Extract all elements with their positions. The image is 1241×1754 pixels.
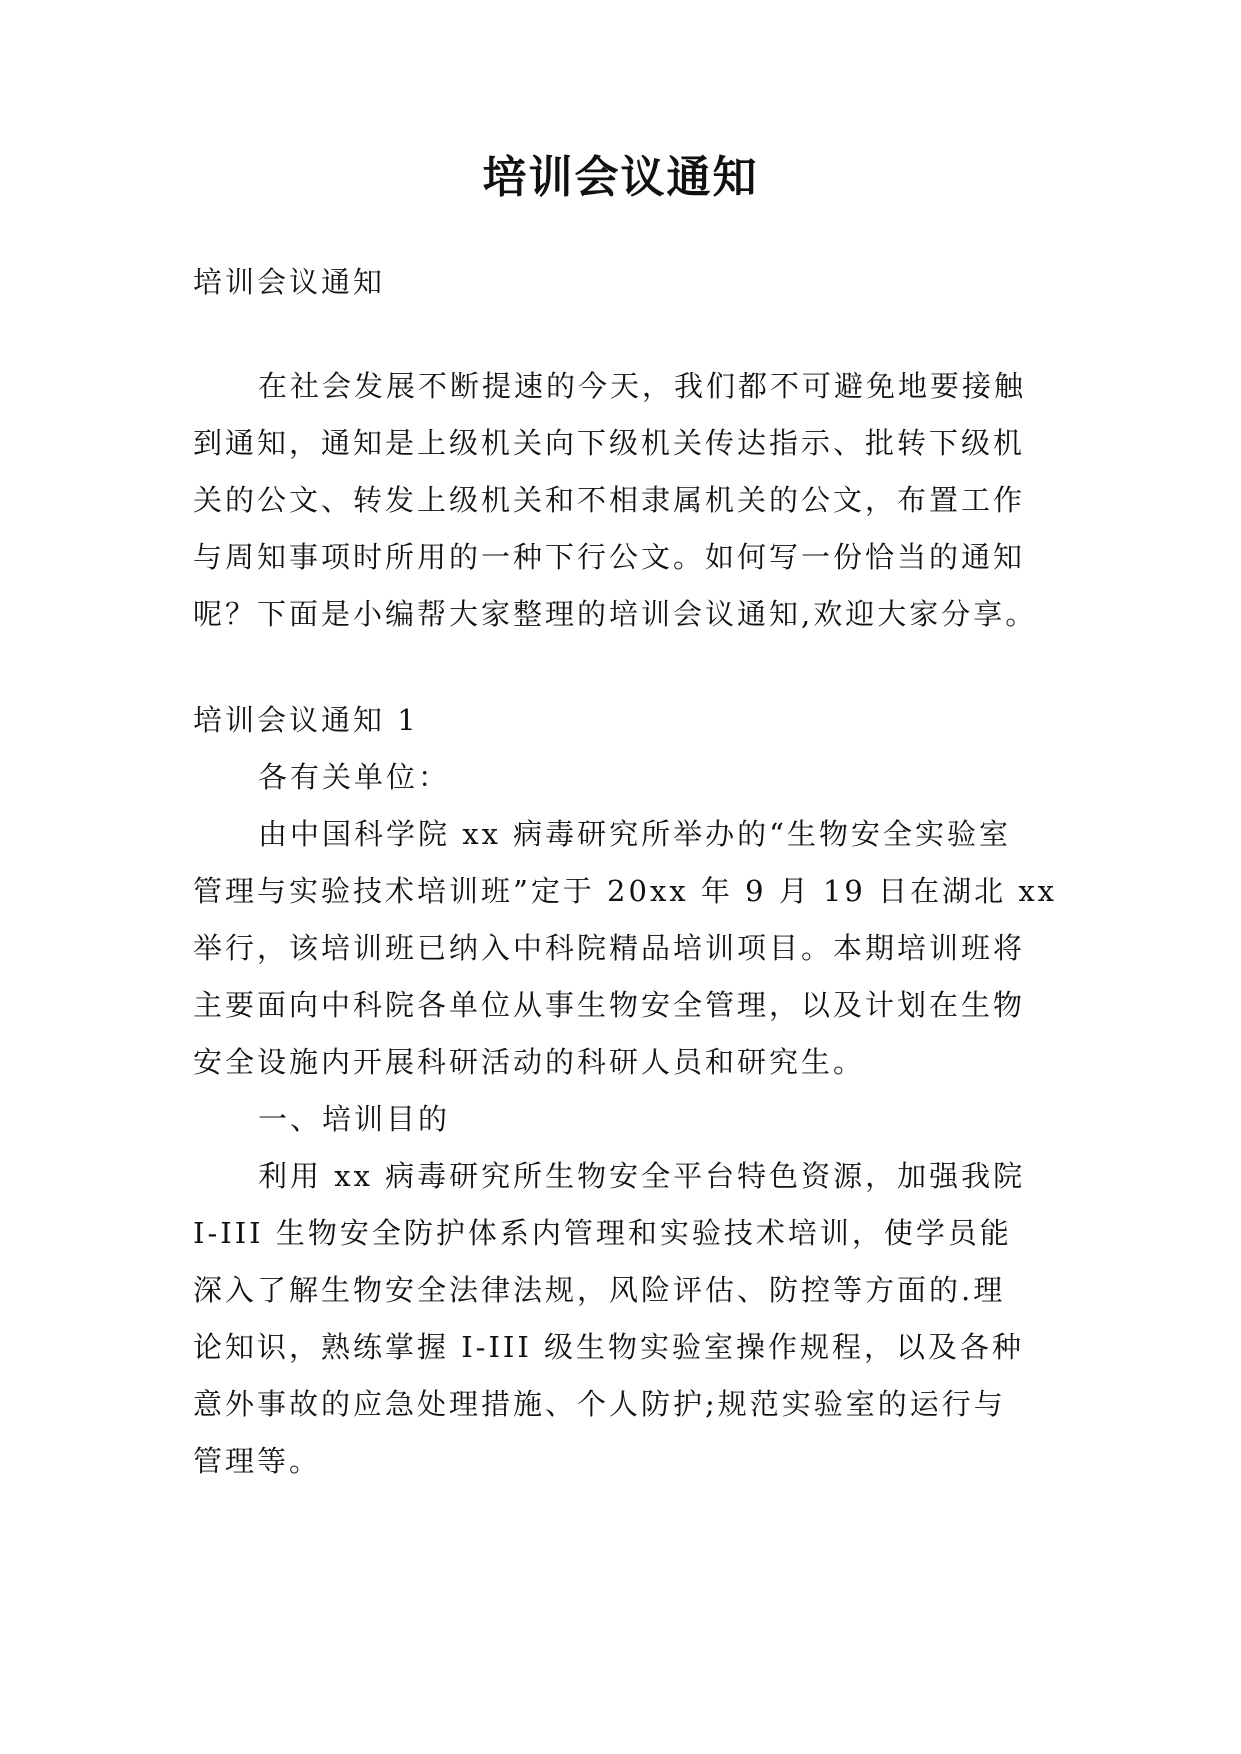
- paragraph-line: 论知识，熟练掌握 I-III 级生物实验室操作规程，以及各种: [193, 1330, 1025, 1364]
- section-title: 培训会议通知 1: [193, 703, 419, 737]
- section-heading: 一、培训目的: [258, 1102, 451, 1136]
- document-subtitle: 培训会议通知: [193, 265, 386, 299]
- intro-line: 呢？下面是小编帮大家整理的培训会议通知,欢迎大家分享。: [193, 597, 1038, 631]
- paragraph-line: 主要面向中科院各单位从事生物安全管理，以及计划在生物: [193, 988, 1026, 1022]
- intro-line: 与周知事项时所用的一种下行公文。如何写一份恰当的通知: [193, 540, 1026, 574]
- paragraph-line: 意外事故的应急处理措施、个人防护;规范实验室的运行与: [193, 1387, 1006, 1421]
- intro-line: 关的公文、转发上级机关和不相隶属机关的公文，布置工作: [193, 483, 1026, 517]
- paragraph-line: 深入了解生物安全法律法规，风险评估、防控等方面的.理: [193, 1273, 1006, 1307]
- document-title: 培训会议通知: [482, 152, 759, 203]
- paragraph-line: 利用 xx 病毒研究所生物安全平台特色资源，加强我院: [258, 1159, 1026, 1193]
- paragraph-line: 管理等。: [193, 1444, 322, 1478]
- salutation: 各有关单位：: [258, 760, 451, 794]
- paragraph-line: 管理与实验技术培训班”定于 20xx 年 9 月 19 日在湖北 xx: [193, 874, 1058, 908]
- paragraph-line: 安全设施内开展科研活动的科研人员和研究生。: [193, 1045, 866, 1079]
- intro-line: 到通知，通知是上级机关向下级机关传达指示、批转下级机: [193, 426, 1026, 460]
- paragraph-line: I-III 生物安全防护体系内管理和实验技术培训，使学员能: [193, 1216, 1012, 1250]
- paragraph-line: 由中国科学院 xx 病毒研究所举办的“生物安全实验室: [258, 817, 1011, 851]
- paragraph-line: 举行，该培训班已纳入中科院精品培训项目。本期培训班将: [193, 931, 1026, 965]
- intro-line: 在社会发展不断提速的今天，我们都不可避免地要接触: [258, 369, 1027, 403]
